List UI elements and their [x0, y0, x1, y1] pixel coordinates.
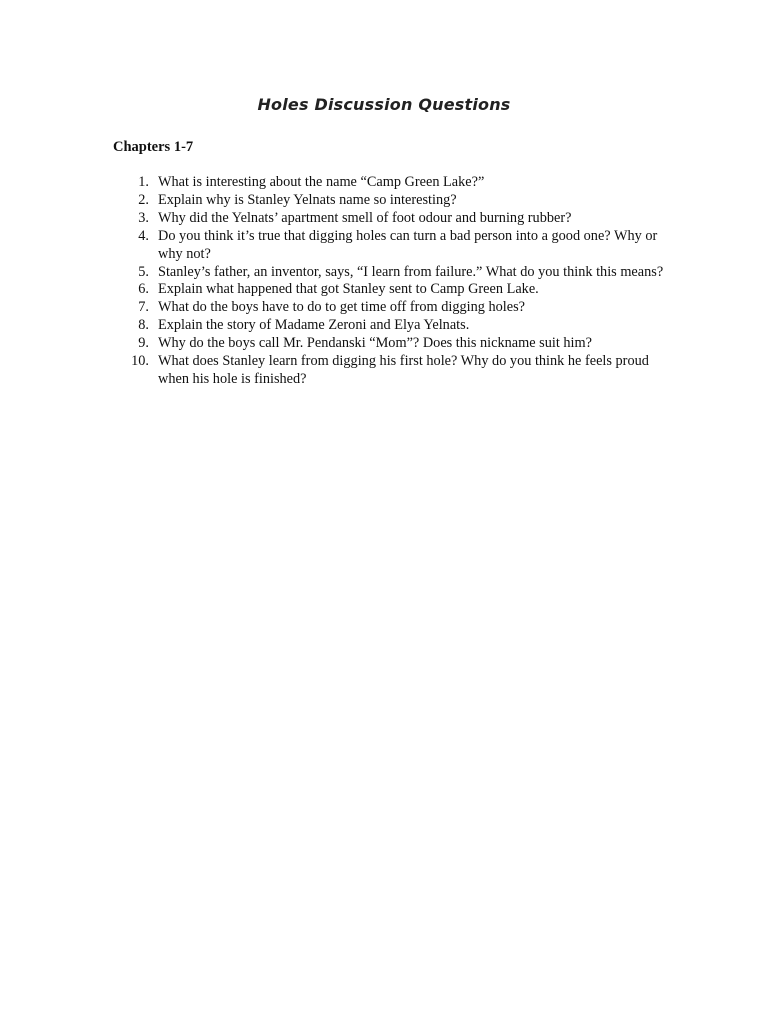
question-number: 6.	[138, 281, 149, 298]
question-text: Why did the Yelnats’ apartment smell of foot odour and burning rubber?	[158, 209, 572, 226]
question-number: 5.	[138, 263, 149, 280]
list-item	[113, 281, 673, 299]
question-number: 1.	[138, 174, 149, 190]
list-item	[113, 299, 673, 317]
list-item	[113, 210, 673, 228]
question-number: 7.	[138, 299, 149, 316]
question-text: Explain the story of Madame Zeroni and Elya Yelnats.	[158, 317, 470, 334]
question-number: 10.	[131, 353, 149, 370]
question-number: 9.	[138, 335, 149, 352]
section-heading: Chapters 1-7	[113, 139, 194, 155]
list-item	[113, 174, 673, 192]
list-item	[113, 353, 673, 389]
question-list	[113, 174, 673, 389]
list-item	[113, 192, 673, 210]
list-item	[113, 317, 673, 335]
question-number: 2.	[138, 191, 149, 208]
question-number: 8.	[138, 317, 149, 334]
question-text: Explain why is Stanley Yelnats name so interesting?	[158, 191, 457, 208]
question-number: 3.	[138, 209, 149, 226]
question-text: What does Stanley learn from digging his first hole? Why do you think he feels proud when his hole is finished?	[158, 353, 649, 387]
question-text: What do the boys have to do to get time off from digging holes?	[158, 299, 526, 316]
question-text: Why do the boys call Mr. Pendanski “Mom”? Does this nickname suit him?	[158, 335, 592, 352]
question-text: Stanley’s father, an inventor, says, “I learn from failure.” What do you think this means?	[158, 263, 664, 280]
document-title: Holes Discussion Questions	[257, 95, 511, 114]
list-item	[113, 228, 673, 264]
question-text: What is interesting about the name “Camp Green Lake?”	[158, 174, 485, 190]
list-item	[113, 264, 673, 282]
question-number: 4.	[138, 227, 149, 244]
question-text: Do you think it’s true that digging holes can turn a bad person into a good one? Why or why not?	[158, 227, 658, 262]
list-item	[113, 335, 673, 353]
question-text: Explain what happened that got Stanley sent to Camp Green Lake.	[158, 281, 539, 298]
